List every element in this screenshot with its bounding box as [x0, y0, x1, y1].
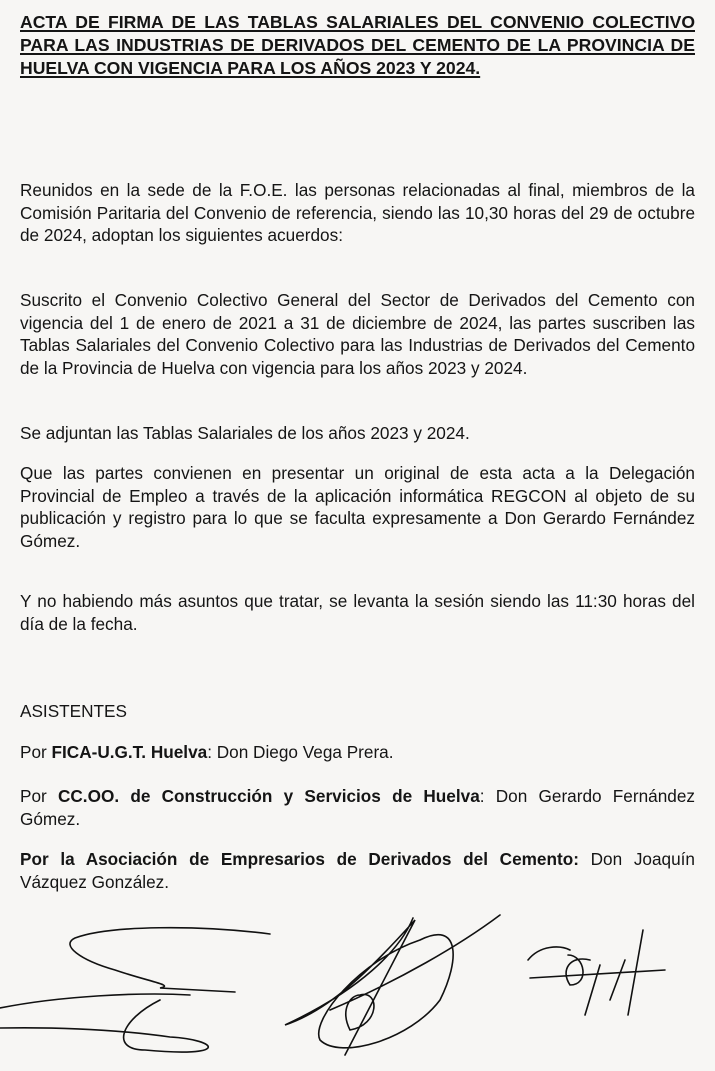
paragraph-meeting: Reunidos en la sede de la F.O.E. las personas relacionadas al final, miembros de la Comisión Paritaria del Convenio de referencia, siendo las 10,30 horas del 29 de octubre de 2024, adoptan los siguientes acuerdos:	[20, 180, 695, 245]
document-title: ACTA DE FIRMA DE LAS TABLAS SALARIALES DEL CONVENIO COLECTIVO PARA LAS INDUSTRIAS DE DERIVADOS DEL CEMENTO DE LA PROVINCIA DE HUELVA CON VIGENCIA PARA LOS AÑOS 2023 Y 2024.	[20, 12, 695, 78]
attendee-employers: Por la Asociación de Empresarios de Derivados del Cemento: Don Joaquín Vázquez González.	[20, 849, 695, 892]
signature-3	[528, 930, 665, 1015]
paragraph-closing: Y no habiendo más asuntos que tratar, se levanta la sesión siendo las 11:30 horas del día de la fecha.	[20, 591, 695, 634]
signatures	[0, 900, 715, 1071]
paragraph-attachment: Se adjuntan las Tablas Salariales de los años 2023 y 2024.	[20, 423, 470, 443]
attendees-heading: ASISTENTES	[20, 701, 127, 721]
paragraph-registration: Que las partes convienen en presentar un original de esta acta a la Delegación Provincial de Empleo a través de la aplicación informática REGCON al objeto de su publicación y registro para lo que se faculta expresamente a Don Gerardo Fernández Gómez.	[20, 463, 695, 551]
signature-2	[285, 915, 500, 1055]
attendee-ugt: Por FICA-U.G.T. Huelva: Don Diego Vega Prera.	[20, 742, 394, 762]
paragraph-agreement: Suscrito el Convenio Colectivo General del Sector de Derivados del Cemento con vigencia del 1 de enero de 2021 a 31 de diciembre de 2024, las partes suscriben las Tablas Salariales del Convenio Colectivo para las Industrias de Derivados del Cemento de la Provincia de Huelva con vigencia para los años 2023 y 2024.	[20, 290, 695, 378]
signature-1	[0, 928, 270, 1052]
attendee-ccoo: Por CC.OO. de Construcción y Servicios de Huelva: Don Gerardo Fernández Gómez.	[20, 786, 695, 829]
